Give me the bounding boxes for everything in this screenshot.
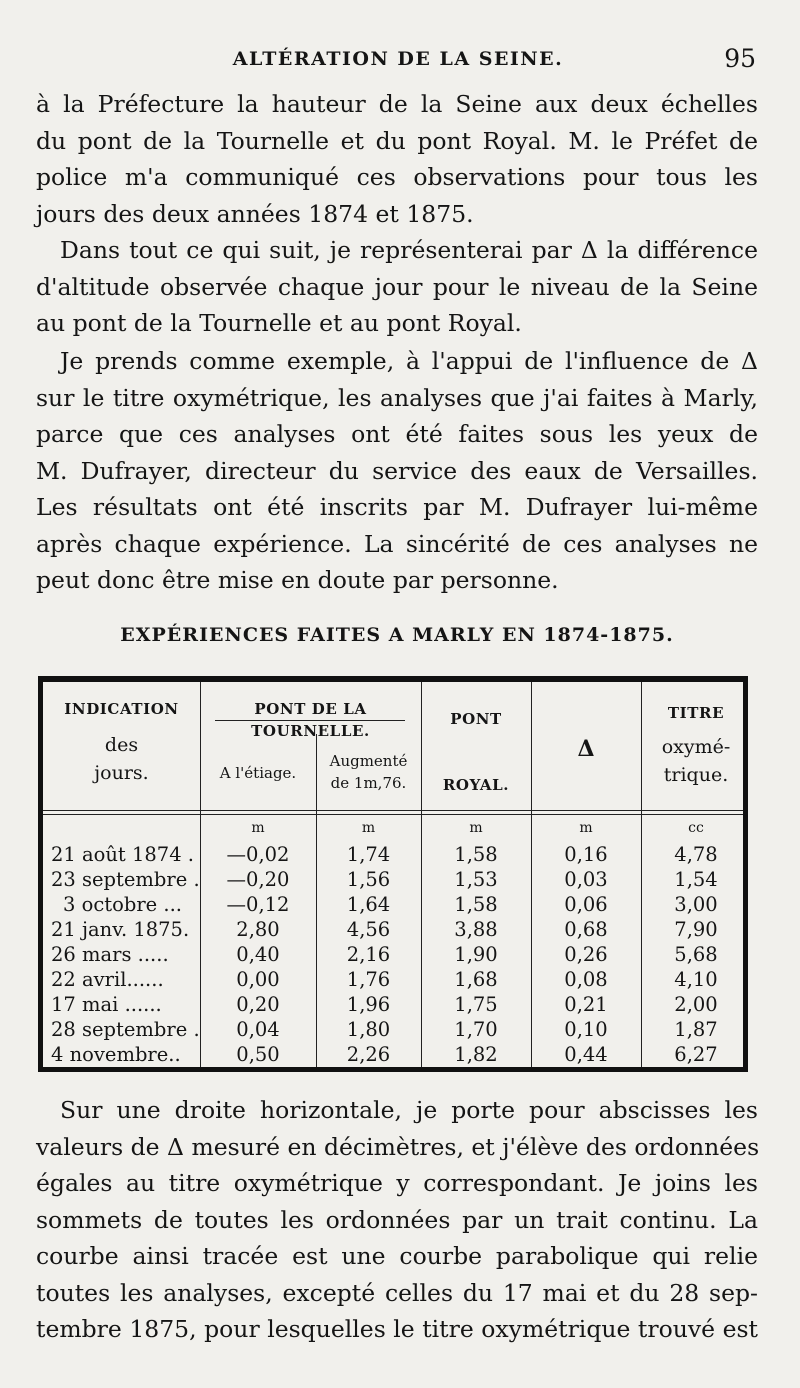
paragraph-2 xyxy=(36,232,758,342)
text-line: d'altitude observée chaque jour pour le niveau de la Seine xyxy=(36,272,758,301)
cell-titre: 4,10 xyxy=(674,968,718,991)
cell-royal: 3,88 xyxy=(454,918,498,941)
cell-etiage: 2,80 xyxy=(236,918,280,941)
text-line: sur le titre oxymétrique, les analyses que j'ai faites à Marly, xyxy=(36,383,758,412)
table-row xyxy=(43,917,743,942)
header-titre: TITRE xyxy=(667,704,725,722)
text-line: égales au titre oxymétrique y correspondant. Je joins les xyxy=(36,1169,758,1197)
cell-royal: 1,58 xyxy=(454,843,498,866)
text-line: après chaque expérience. La sincérité de ces analyses ne xyxy=(36,529,758,558)
header-rule xyxy=(43,814,743,815)
table-row xyxy=(43,942,743,967)
text-line: tembre 1875, pour lesquelles le titre oxymétrique trouvé est xyxy=(36,1315,758,1343)
cell-day: 17 mai ...... xyxy=(51,993,162,1016)
text-line: à la Préfecture la hauteur de la Seine aux deux échelles xyxy=(36,90,758,118)
unit-label: m xyxy=(251,820,265,836)
cell-titre: 6,27 xyxy=(674,1043,718,1066)
text-line: peut donc être mise en doute par personne. xyxy=(36,566,559,594)
cell-day: 4 novembre.. xyxy=(51,1043,181,1066)
unit-label: m xyxy=(469,820,483,836)
header-augmente-value: de 1m,76. xyxy=(330,774,407,792)
header-oxyme: oxymé- xyxy=(661,736,731,758)
cell-etiage: 0,20 xyxy=(236,993,280,1016)
cell-delta: 0,44 xyxy=(564,1043,608,1066)
cell-titre: 1,87 xyxy=(674,1018,718,1041)
header-trique: trique. xyxy=(663,764,729,786)
text-line: jours des deux années 1874 et 1875. xyxy=(36,199,474,228)
page-number: 95 xyxy=(724,44,756,73)
cell-delta: 0,16 xyxy=(564,843,608,866)
cell-delta: 0,03 xyxy=(564,868,608,891)
header-des: des xyxy=(104,734,139,756)
text-line: valeurs de Δ mesuré en décimètres, et j'élève des ordonnées xyxy=(36,1132,760,1161)
cell-delta: 0,10 xyxy=(564,1018,608,1041)
header-rule xyxy=(43,810,743,811)
header-delta: Δ xyxy=(577,736,595,762)
table-row xyxy=(43,1017,743,1042)
paragraph-3 xyxy=(36,343,758,599)
header-indication: INDICATION xyxy=(64,700,179,718)
cell-etiage: —0,12 xyxy=(226,893,290,916)
cell-etiage: —0,20 xyxy=(226,868,290,891)
table-row xyxy=(43,992,743,1017)
cell-royal: 1,70 xyxy=(454,1018,498,1041)
cell-augmente: 2,26 xyxy=(346,1043,391,1066)
cell-delta: 0,26 xyxy=(564,943,608,966)
cell-augmente: 2,16 xyxy=(346,943,391,966)
cell-royal: 1,58 xyxy=(454,893,498,916)
cell-royal: 1,82 xyxy=(454,1043,498,1066)
header-tournelle: PONT DE LA TOURNELLE. xyxy=(251,700,370,740)
cell-day: 21 janv. 1875. xyxy=(51,918,190,941)
header-royal: ROYAL. xyxy=(442,776,510,794)
table-row xyxy=(43,967,743,992)
cell-delta: 0,08 xyxy=(564,968,608,991)
text-line: police m'a communiqué ces observations pour tous les xyxy=(36,163,758,191)
cell-delta: 0,21 xyxy=(564,993,608,1016)
table-title: EXPÉRIENCES FAITES A MARLY EN 1874-1875. xyxy=(120,624,674,646)
cell-etiage: 0,04 xyxy=(236,1018,280,1041)
cell-augmente: 1,64 xyxy=(346,893,391,916)
cell-augmente: 1,76 xyxy=(346,968,391,991)
text-line: Je prends comme exemple, à l'appui de l'influence de Δ xyxy=(60,347,758,375)
table-row xyxy=(43,867,743,892)
text-line: M. Dufrayer, directeur du service des eaux de Versailles. xyxy=(36,456,758,485)
cell-royal: 1,75 xyxy=(454,993,498,1016)
header-jours: jours. xyxy=(94,762,149,784)
cell-augmente: 1,74 xyxy=(346,843,391,866)
paragraph-4 xyxy=(36,1092,758,1348)
cell-titre: 4,78 xyxy=(674,843,718,866)
cell-etiage: —0,02 xyxy=(226,843,290,866)
cell-delta: 0,06 xyxy=(564,893,608,916)
cell-royal: 1,90 xyxy=(454,943,498,966)
paragraph-1 xyxy=(36,86,758,232)
cell-day: 3 octobre ... xyxy=(63,893,182,916)
text-line: Les résultats ont été inscrits par M. Dufrayer lui-même xyxy=(36,493,758,521)
cell-titre: 1,54 xyxy=(674,868,718,891)
cell-royal: 1,53 xyxy=(454,868,498,891)
cell-etiage: 0,50 xyxy=(236,1043,280,1066)
table-row xyxy=(43,1042,743,1067)
cell-delta: 0,68 xyxy=(564,918,608,941)
cell-day: 26 mars ..... xyxy=(51,943,169,966)
table-row xyxy=(43,842,743,867)
text-line: courbe ainsi tracée est une courbe parabolique qui relie xyxy=(36,1242,758,1270)
cell-titre: 5,68 xyxy=(674,943,718,966)
cell-day: 21 août 1874 . xyxy=(51,843,194,866)
running-title: ALTÉRATION DE LA SEINE. xyxy=(232,48,564,70)
cell-augmente: 1,96 xyxy=(346,993,391,1016)
cell-titre: 7,90 xyxy=(674,918,718,941)
cell-augmente: 1,56 xyxy=(346,868,391,891)
cell-day: 23 septembre . xyxy=(51,868,200,891)
unit-label: cc xyxy=(688,820,704,836)
cell-augmente: 4,56 xyxy=(346,918,391,941)
cell-augmente: 1,80 xyxy=(346,1018,391,1041)
cell-titre: 2,00 xyxy=(674,993,718,1016)
unit-label: m xyxy=(579,820,593,836)
header-pont: PONT xyxy=(450,710,502,728)
table-row xyxy=(43,892,743,917)
cell-etiage: 0,00 xyxy=(236,968,280,991)
running-head xyxy=(36,44,760,76)
text-line: sommets de toutes les ordonnées par un trait continu. La xyxy=(36,1205,758,1234)
cell-day: 28 septembre . xyxy=(51,1018,200,1041)
text-line: parce que ces analyses ont été faites sous les yeux de xyxy=(36,420,758,448)
cell-titre: 3,00 xyxy=(674,893,718,916)
data-table xyxy=(38,676,748,1072)
unit-label: m xyxy=(361,820,376,836)
cell-royal: 1,68 xyxy=(454,968,498,991)
cell-day: 22 avril...... xyxy=(51,968,164,991)
text-line: du pont de la Tournelle et du pont Royal. M. le Préfet de xyxy=(36,126,758,155)
header-augmente: Augmenté xyxy=(329,752,408,770)
text-line: Sur une droite horizontale, je porte pour abscisses les xyxy=(60,1096,758,1124)
text-line: au pont de la Tournelle et au pont Royal. xyxy=(36,309,522,337)
header-etiage: A l'étiage. xyxy=(219,764,297,782)
cell-etiage: 0,40 xyxy=(236,943,280,966)
text-line: toutes les analyses, excepté celles du 17 mai et du 28 sep- xyxy=(36,1278,758,1307)
text-line: Dans tout ce qui suit, je représenterai par Δ la différence xyxy=(60,236,758,264)
